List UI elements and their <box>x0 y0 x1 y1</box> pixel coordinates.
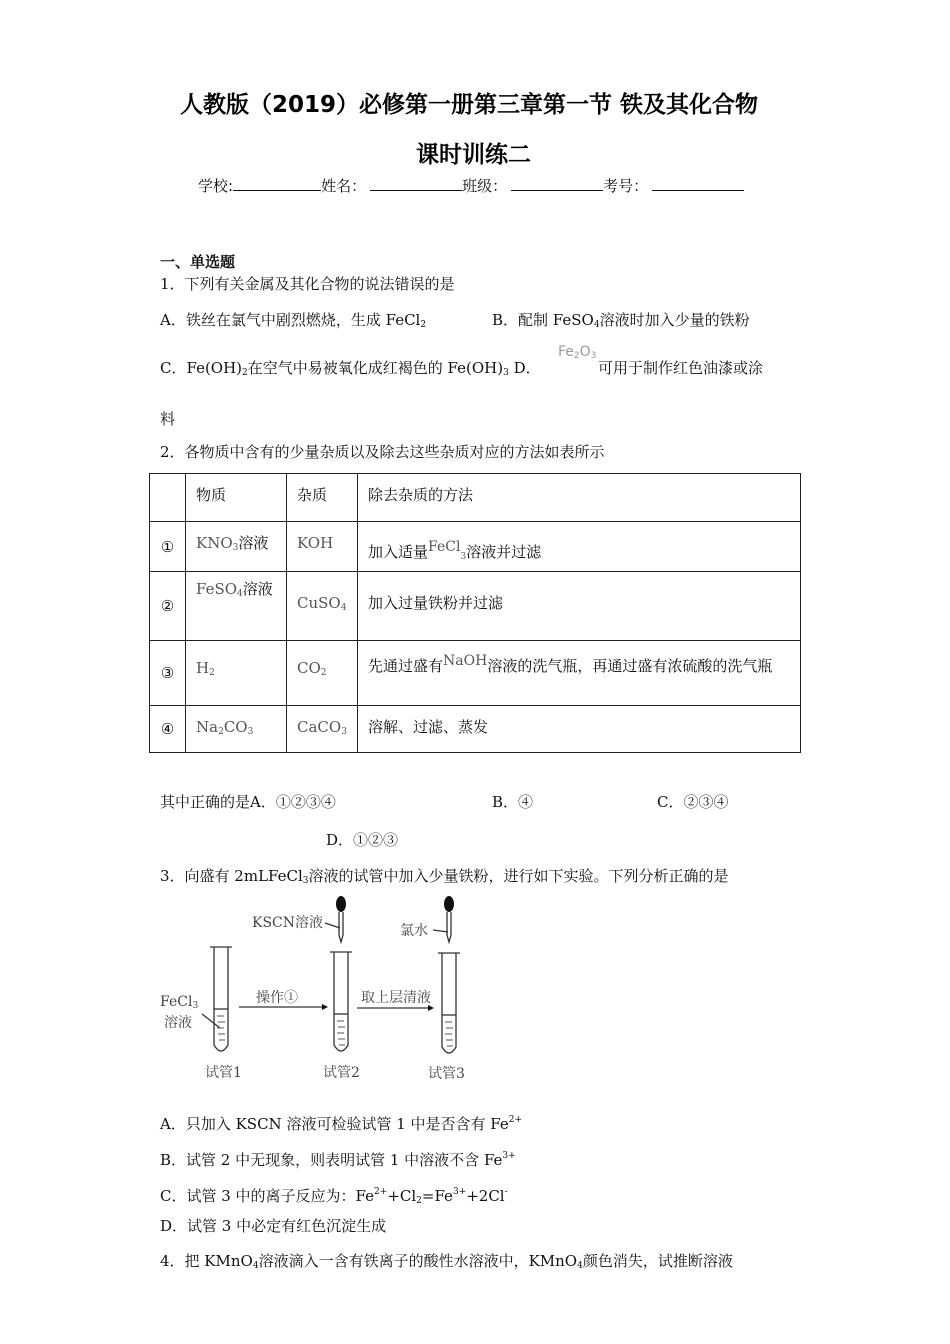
class-label: 班级： <box>462 177 508 195</box>
row-number: ④ <box>150 706 186 753</box>
substance-cell: FeSO$_4$溶液 <box>186 572 287 641</box>
take-upper-layer-label: 取上层清液 <box>361 990 431 1006</box>
q3-stem: 3．向盛有 2mLFeCl$_3$溶液的试管中加入少量铁粉，进行如下实验。下列分析正确的是 <box>160 867 729 886</box>
row-number: ③ <box>150 641 186 706</box>
table-header-row <box>150 474 801 522</box>
q1-option-c-sub1: 2 <box>242 368 248 378</box>
q3-option-b[interactable]: B．试管 2 中无现象，则表明试管 1 中溶液不含 $Fe^{3+}$ <box>160 1151 516 1169</box>
table-row <box>150 522 801 572</box>
student-info-fields <box>198 175 744 196</box>
experiment-diagram <box>150 890 490 1090</box>
q2-answer-intro: 其中正确的是A．①②③④ <box>160 793 336 811</box>
class-field[interactable] <box>511 176 603 191</box>
q1-option-b-suffix: 溶液时加入少量的铁粉 <box>599 311 750 329</box>
tube-3-label: 试管3 <box>428 1066 465 1082</box>
impurity-cell: $CO_2$ <box>287 641 358 706</box>
school-label: 学校: <box>198 177 234 195</box>
method-cell: 先通过盛有$^{NaOH}$溶液的洗气瓶，再通过盛有浓硫酸的洗气瓶 <box>358 641 801 706</box>
exam-number-field[interactable] <box>652 176 744 191</box>
q1-option-c[interactable] <box>160 358 541 383</box>
tube-2-label: 试管2 <box>323 1065 360 1081</box>
impurity-cell: KOH <box>287 522 358 572</box>
method-cell: 加入过量铁粉并过滤 <box>358 572 801 641</box>
q1-option-c-sub2: 3 <box>503 368 509 378</box>
school-field[interactable] <box>233 176 321 191</box>
q2-option-b[interactable]: B．④ <box>492 793 534 811</box>
page-subtitle: 课时训练二 <box>416 142 531 168</box>
exam-number-label: 考号： <box>603 177 649 195</box>
table-header-cell: 除去杂质的方法 <box>358 474 801 522</box>
q1-option-a[interactable] <box>160 310 426 335</box>
fecl3-solution-label: 溶液 <box>164 1015 192 1031</box>
q1-option-d-wrap: 料 <box>160 410 176 428</box>
q3-option-c[interactable]: C．试管 3 中的离子反应为：$Fe^{2+}+Cl_2=Fe^{3+}+2Cl^-$ <box>160 1187 508 1206</box>
kscn-label: KSCN溶液 <box>252 915 324 931</box>
impurity-table <box>149 473 801 753</box>
operation-1-label: 操作① <box>256 990 298 1006</box>
q1-option-c-text2: 在空气中易被氧化成红褐色的 Fe(OH) <box>247 359 504 377</box>
q2-stem: 2．各物质中含有的少量杂质以及除去这些杂质对应的方法如表所示 <box>160 443 605 461</box>
q1-option-d-label: D． <box>508 359 541 377</box>
chlorine-water-label: 氯水 <box>400 923 428 939</box>
substance-cell: $Na_2CO_3$ <box>186 706 287 753</box>
q2-option-d[interactable]: D．①②③ <box>326 831 399 849</box>
method-cell: 溶解、过滤、蒸发 <box>358 706 801 753</box>
q3-option-a[interactable]: A．只加入 KSCN 溶液可检验试管 1 中是否含有 $Fe^{2+}$ <box>160 1115 523 1133</box>
fe2o3-formula-image: $Fe_2O_3$ <box>558 344 597 361</box>
fecl3-label: FeCl$_3$ <box>160 994 199 1011</box>
q1-option-b-sub: 4 <box>593 320 600 330</box>
tube-1-label: 试管1 <box>205 1065 242 1081</box>
q1-option-a-text: A．铁丝在氯气中剧烈燃烧，生成 FeCl <box>160 311 421 329</box>
substance-cell: $H_2$ <box>186 641 287 706</box>
page-title: 人教版（2019）必修第一册第三章第一节 铁及其化合物 <box>180 92 759 118</box>
table-row <box>150 641 801 706</box>
q1-option-b-text: B．配制 FeSO <box>492 311 594 329</box>
q1-stem: 1．下列有关金属及其化合物的说法错误的是 <box>160 275 455 293</box>
q2-option-c[interactable]: C．②③④ <box>657 793 729 811</box>
q1-option-a-sub: 2 <box>420 320 427 330</box>
table-header-cell <box>150 474 186 522</box>
impurity-cell: CuSO$_4$ <box>287 572 358 641</box>
table-header-cell: 物质 <box>186 474 287 522</box>
q4-stem: 4．把 KMnO$_4$溶液滴入一含有铁离子的酸性水溶液中，KMnO$_4$颜色消失，试推断溶液 <box>160 1252 733 1271</box>
row-number: ① <box>150 522 186 572</box>
table-header-cell: 杂质 <box>287 474 358 522</box>
section-title: 一、单选题 <box>160 253 236 271</box>
q2-option-a[interactable]: A．①②③④ <box>250 793 336 811</box>
name-label: 姓名： <box>321 177 367 195</box>
name-field[interactable] <box>370 176 462 191</box>
row-number: ② <box>150 572 186 641</box>
q1-option-b[interactable] <box>492 310 750 335</box>
impurity-cell: CaCO$_3$ <box>287 706 358 753</box>
table-row <box>150 706 801 753</box>
table-row <box>150 572 801 641</box>
q3-option-d[interactable]: D．试管 3 中必定有红色沉淀生成 <box>160 1217 387 1235</box>
q1-option-d[interactable]: 可用于制作红色油漆或涂 <box>598 359 764 377</box>
method-cell: 加入适量$^{FeCl}_3$溶液并过滤 <box>358 522 801 572</box>
q1-option-c-text1: C．Fe(OH) <box>160 359 243 377</box>
substance-cell: $KNO_3$溶液 <box>186 522 287 572</box>
